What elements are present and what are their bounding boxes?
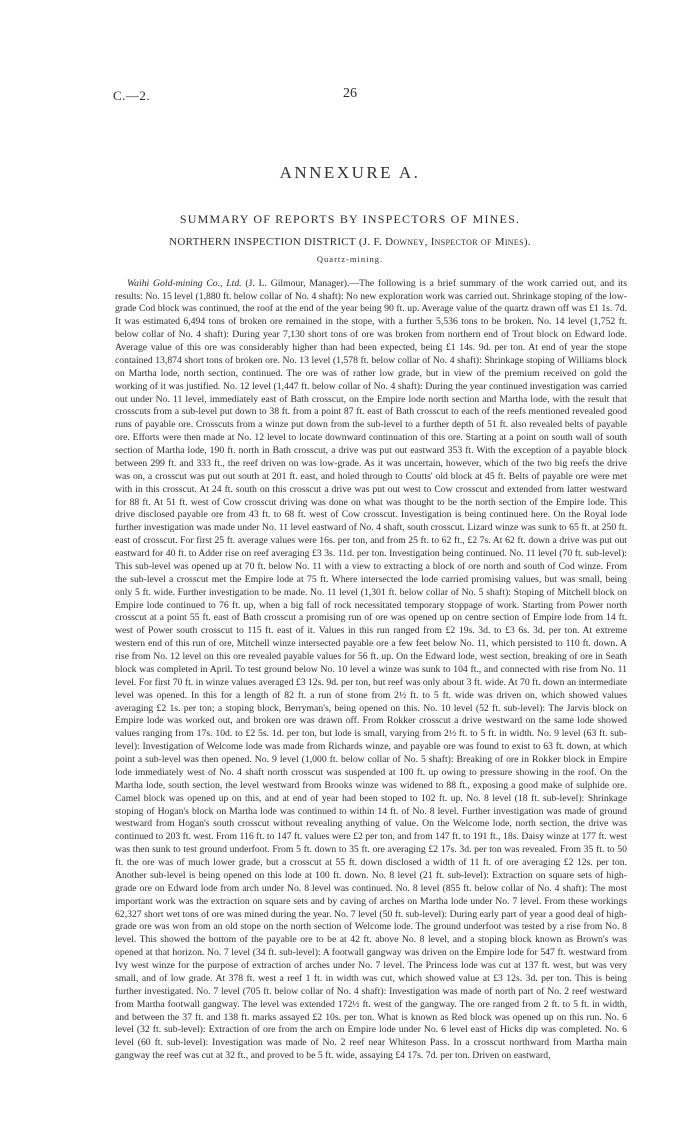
annexure-title: ANNEXURE A. [279, 163, 421, 182]
section-title: SUMMARY OF REPORTS BY INSPECTORS OF MINES. [179, 212, 521, 226]
company-name: Waihi Gold-mining Co., Ltd. [127, 277, 242, 289]
document-reference: C.—2. [113, 88, 151, 103]
report-paragraph [115, 278, 627, 1063]
district-name: NORTHERN INSPECTION DISTRICT [169, 236, 356, 248]
page-number: 26 [343, 86, 357, 101]
district-heading [0, 236, 700, 248]
subsection-heading: Quartz-mining. [316, 254, 384, 264]
report-text: (J. L. Gilmour, Manager).—The following is a brief summary of the work carried out, and its results: No. 15 level (1,880 ft. below collar of No. 4 shaft): No new exploration work was carried out. Shrinkage stoping of the low-grade Cod block was continued, the roof at the end of the year being 90 ft. up. Average value of the quartz drawn off was £1 1s. 7d. It was estimated 6,494 tons of broken ore remained in the stope, with a further 5,536 tons to be broken. No. 14 level (1,752 ft. below collar of No. 4 shaft): During year 7,130 short tons of ore was broken from northern end of Trout block on Edward lode. Average value of this ore was considerably higher than had been expected, being £1 14s. 9d. per ton. At end of year the stope contained 13,874 short tons of broken ore. No. 13 level (1,578 ft. below collar of No. 4 shaft): Shrinkage stoping of Williams block on Martha lode, north section, continued. The ore was of rather low grade, but in view of the premium received on gold the working of it was justified. No. 12 level (1,447 ft. below collar of No. 4 shaft): During the year continued investigation was carried out under No. 11 level, immediately east of Bath crosscut, on the Empire lode north section and Martha lode, with the result that crosscuts from a sub-level put down to 38 ft. from a point 87 ft. east of Bath crosscut to each of the reefs mentioned revealed good runs of payable ore. Crosscuts from a winze put down from the sub-level to a further depth of 51 ft. also revealed belts of payable ore. Efforts were then made at No. 12 level to locate downward continuation of this ore. Starting at a point on south wall of south section of Martha lode, 190 ft. north in Bath crosscut, a drive was put out eastward 353 ft. With the exception of a payable block between 299 ft. and 333 ft., the reef driven on was low-grade. As it was uncertain, however, which of the two big reefs the drive was on, a crosscut was put out south at 201 ft. east, and holed through to Coutts' old block at 45 ft. Belts of payable ore were met with in this crosscut. At 24 ft. south on this crosscut a drive was put out west to Cow crosscut and extended from latter westward for 88 ft. At 51 ft. west of Cow crosscut driving was done on what was thought to be the north section of the Empire lode. This drive disclosed payable ore from 43 ft. to 68 ft. west of Cow crosscut. Investigation is being continued here. On the Royal lode further investigation was made under No. 11 level eastward of No. 4 shaft, south crosscut. Lizard winze was sunk to 65 ft. at 250 ft. east of crosscut. For first 25 ft. average values were 16s. per ton, and from 25 ft. to 62 ft., £2 7s. At 62 ft. down a drive was put out eastward for 40 ft. to Adder rise on reef averaging £3 3s. 11d. per ton. Investigation being continued. No. 11 level (70 ft. sub-level): This sub-level was opened up at 70 ft. below No. 11 with a view to extracting a block of ore north and south of Cod winze. From the sub-level a crosscut met the Empire lode at 75 ft. Where intersected the lode carried promising values, but was small, being only 5 ft. wide. Further investigation to be made. No. 11 level (1,301 ft. below collar of No. 5 shaft): Stoping of Mitchell block on Empire lode continued to 76 ft. up, when a big fall of rock necessitated temporary stoppage of work. Starting from Power north crosscut at a point 55 ft. east of Bath crosscut a promising run of ore was opened up on centre section of Empire lode from 14 ft. west of Power south crosscut to 115 ft. east of it. Values in this run ranged from £2 19s. 3d. to £3 6s. 3d. per ton. At extreme western end of this run of ore, Mitchell winze intersected payable ore a few feet below No. 11, which persisted to 110 ft. down. A rise from No. 12 level on this ore revealed payable values for 56 ft. up. On the Edward lode, west section, breaking of ore in Seath block was completed in April. To test ground below No. 10 level a winze was sunk to 104 ft., and connected with rise from No. 11 level. For first 70 ft. in winze values averaged £3 12s. 9d. per ton, but reef was only about 3 ft. wide. At 70 ft. down an intermediate level was opened. In this for a length of 82 ft. a run of stone from 2½ ft. to 5 ft. wide was driven on, which showed values averaging £2 1s. per ton; a stoping block, Berryman's, being opened on this. No. 10 level (52 ft. sub-level): The Jarvis block on Empire lode was worked out, and broken ore was drawn off. From Rokker crosscut a drive westward on the same lode showed values ranging from 17s. 10d. to £2 5s. 1d. per ton, but lode is small, varying from 2½ ft. to 5 ft. in width. No. 9 level (63 ft. sub-level): Investigation of Welcome lode was made from Richards winze, and payable ore was found to exist to 63 ft. down, at which point a sub-level was then opened. No. 9 level (1,000 ft. below collar of No. 5 shaft): Breaking of ore in Rokker block in Empire lode immediately west of No. 4 shaft north crosscut was suspended at 100 ft. up owing to pressure showing in the roof. On the Martha lode, south section, the level westward from Brooks winze was widened to 88 ft., exposing a good make of sulphide ore. Camel block was opened up on this, and at end of year had been stoped to 102 ft. up. No. 8 level (18 ft. sub-level): Shrinkage stoping of Hogan's block on Martha lode was continued to within 14 ft. of No. 8 level. Further investigation was made of ground westward from Hogan's south crosscut without revealing anything of value. On the Welcome lode, north section, the drive was continued to 203 ft. west. From 116 ft. to 147 ft. values were £2 per ton, and from 147 ft. to 191 ft., 18s. Daisy winze at 177 ft. west was then sunk to test ground underfoot. From 5 ft. down to 35 ft. ore averaging £2 17s. 3d. per ton was revealed. From 35 ft. to 50 ft. the ore was of much lower grade, but a crosscut at 55 ft. down disclosed a width of 11 ft. of ore averaging £2 12s. per ton. Another sub-level is being opened on this lode at 100 ft. down. No. 8 level (21 ft. sub-level): Extraction on square sets of high-grade ore on Edward lode from arch under No. 8 level was continued. No. 8 level (855 ft. below collar of No. 4 shaft): The most important work was the extraction on square sets and by caving of arches on Martha lode under No. 7 level. From these workings 62,327 short wet tons of ore was mined during the year. No. 7 level (50 ft. sub-level): During early part of year a good deal of high-grade ore was won from an old stope on the north section of Welcome lode. The ground underfoot was tested by a rise from No. 8 level. This showed the bottom of the payable ore to be at 42 ft. above No. 8 level, and a stoping block known as Brown's was opened at that horizon. No. 7 level (34 ft. sub-level): A footwall gangway was driven on the Empire lode for 547 ft. westward from Ivy west winze for the purpose of extraction of arches under No. 7 level. The Princess lode was cut at 137 ft. west, but was very small, and of low grade. At 378 ft. west a reef 1 ft. in width was cut, which showed value at £3 12s. 3d. per ton. This is being further investigated. No. 7 level (705 ft. below collar of No. 4 shaft): Investigation was made of north part of No. 2 reef westward from Martha footwall gangway. The level was extended 172½ ft. west of the gangway. The ore ranged from 2 ft. to 5 ft. in width, and between the 37 ft. and 138 ft. marks assayed £2 10s. per ton. What is known as Red block was opened up on this run. No. 6 level (32 ft. sub-level): Extraction of ore from the arch on Empire lode under No. 6 level east of Hicks dip was completed. No. 6 level (60 ft. sub-level): Investigation was made of No. 2 reef near Whiteson Pass. In a crosscut northward from Martha main gangway the reef was cut at 32 ft., and proved to be 5 ft. wide, assaying £4 17s. 7d. per ton. Driven on eastward, [115, 277, 628, 1062]
district-inspector: (J. F. Downey, Inspector of Mines). [358, 236, 531, 248]
